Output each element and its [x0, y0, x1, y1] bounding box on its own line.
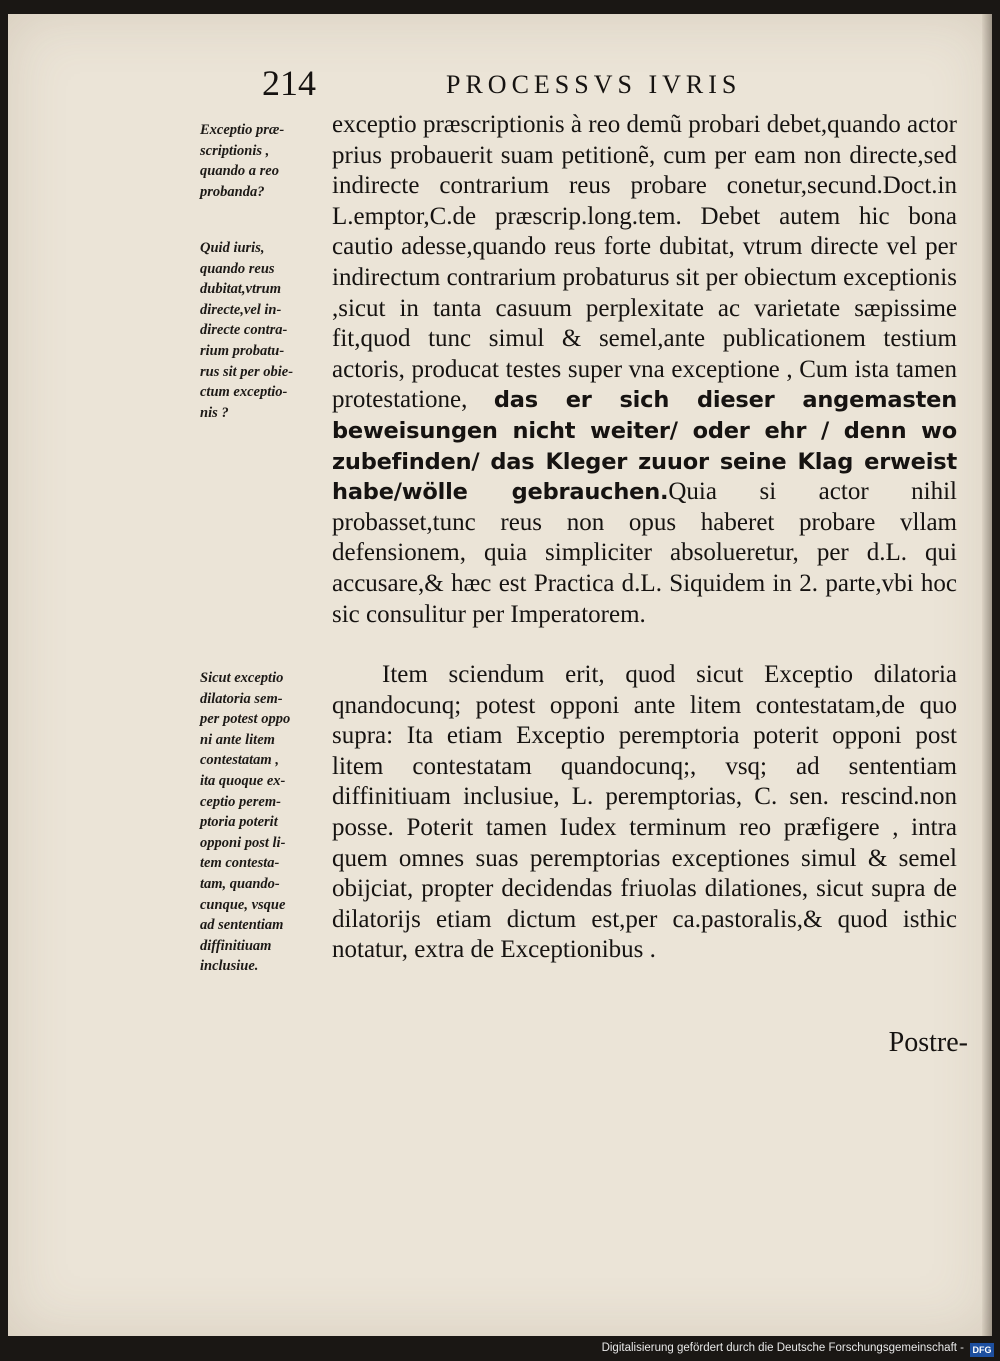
- marginal-note-1: Exceptio præ- scriptionis , quando a reo probanda?: [200, 122, 285, 200]
- running-head: PROCESSVS IVRIS: [446, 70, 742, 99]
- page-number: 214: [262, 63, 316, 103]
- marginal-note-3: Sicut exceptio dilatoria sem- per potest oppo ni ante litem contestatam , ita quoque ex- ceptio perem- ptoria poterit opponi post li- tem contesta- tam, quando- cunque, vsque ad sententiam diffinitiuam inclusiue.: [200, 670, 291, 975]
- page-edge-shadow: [982, 14, 992, 1336]
- dfg-logo-icon: DFG: [970, 1343, 994, 1357]
- marginal-note-2: Quid iuris, quando reus dubitat,vtrum directe,vel in- directe contra- rium probatu- rus sit per obie- ctum exceptio- nis ?: [200, 240, 294, 421]
- paragraph-1: [332, 110, 957, 630]
- footer-bar: [0, 1340, 1000, 1361]
- paragraph-1-latin: exceptio præscriptionis à reo demũ probari debet,quando actor prius probauerit suam petitionẽ, cum per eam non directe,sed indirecte contrarium reus probare conetur,secund.Doct.in L.emptor,C.de præscrip.long.tem. Debet autem hic bona cautio adesse,quando reus forte dubitat, vtrum directe vel per indirectum contrarium probaturus sit per obiectum exceptionis ,sicut in tanta casuum perplexitate ac varietate sæpissime fit,quod tunc simul & semel,ante publicationem testium actoris, producat testes super vna exceptione , Cum ista tamen protestatione,: [332, 111, 957, 414]
- paragraph-2: [332, 660, 957, 966]
- paragraph-1-german-blackletter: das er sich dieser angemasten beweisungen nicht weiter/ oder ehr / denn wo zubefinden/ das Kleger zuuor seine Klag erweist habe/wölle gebrauchen.: [332, 387, 958, 506]
- paragraph-1-tail: Quia si actor nihil probasset,tunc reus non opus haberet probare vllam defensionem, quia simpliciter absolueretur, per d.L. qui accusare,& hæc est Practica d.L. Siquidem in 2. parte,vbi hoc sic consulitur per Imperatorem.: [332, 478, 957, 628]
- catchword: Postre-: [888, 1027, 968, 1058]
- funding-credit: Digitalisierung gefördert durch die Deutsche Forschungsgemeinschaft -: [601, 1342, 964, 1354]
- paragraph-2-text: Item sciendum erit, quod sicut Exceptio dilatoria qnandocunq; potest opponi ante litem contestatam,de quo supra: Ita etiam Exceptio peremptoria poterit opponi post litem contestatam quandocunq;, vsq; ad sententiam diffinitiuam inclusiue, L. peremptorias, C. sen. rescind.non posse. Poterit tamen Iudex terminum reo præfigere , intra quem omnes suas peremptorias exceptiones simul & semel obijciat, propter decidendas friuolas dilationes, sicut supra de dilatorijs etiam dictum est,per ca.pastoralis,& quod isthic notatur, extra de Exceptionibus .: [332, 661, 957, 964]
